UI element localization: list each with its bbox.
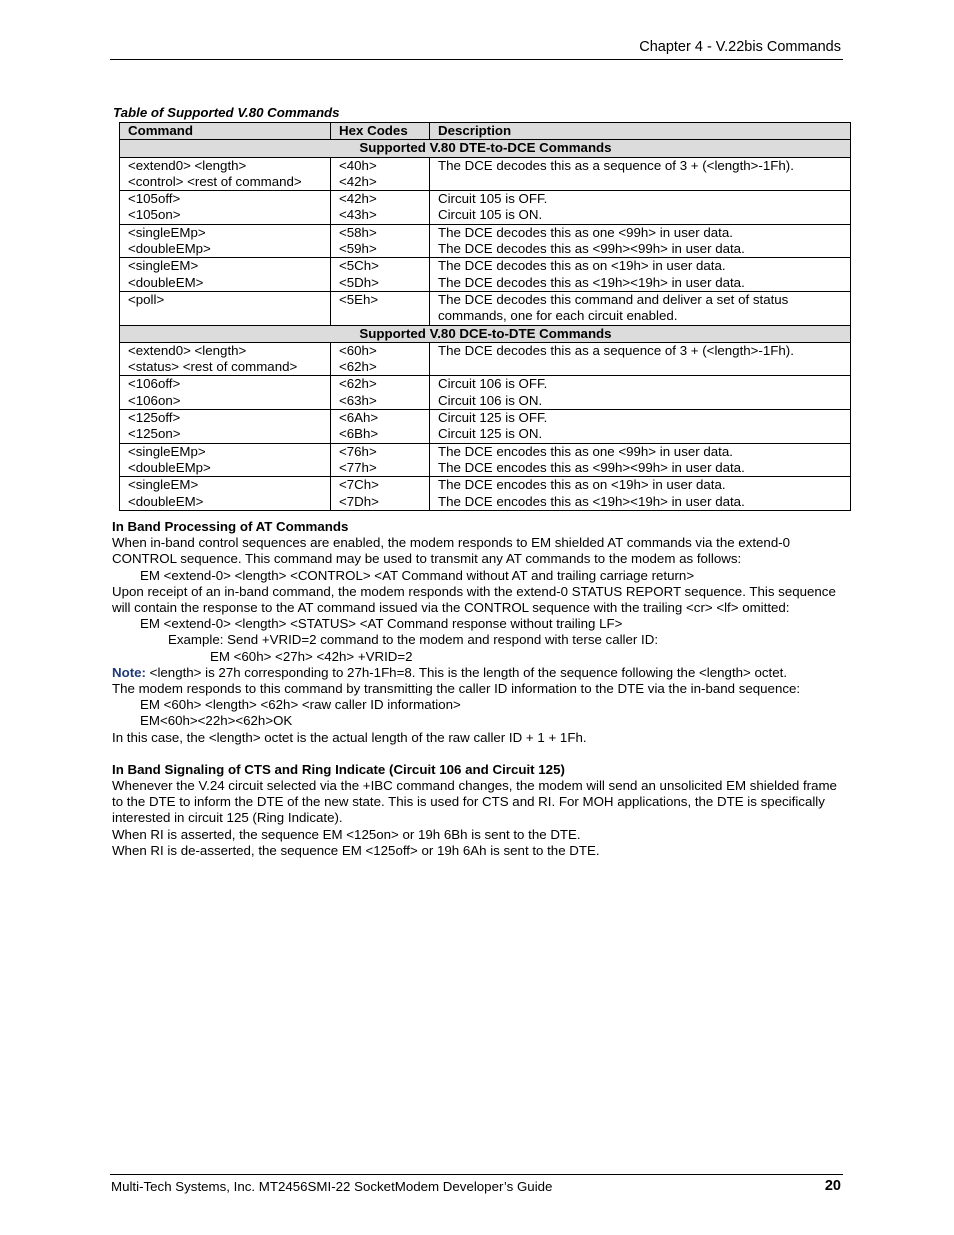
table-row [120,224,851,258]
hex-code-cell [331,410,430,444]
cell-line: <40h> [339,157,377,173]
cell-line: <doubleEM> [128,493,204,509]
cell-line: <singleEM> [128,258,199,274]
column-header-command: Command [120,123,331,140]
cell-line: Circuit 105 is OFF. [438,191,548,207]
paragraph: In this case, the <length> octet is the actual length of the raw caller ID + 1 + 1Fh. [112,729,587,745]
table-row [120,376,851,410]
cell-line: <106on> [128,392,181,408]
table-row [120,410,851,444]
paragraph: The modem responds to this command by transmitting the caller ID information to the DTE via the in-band sequence: [112,681,801,697]
cell-line: The DCE encodes this as <19h><19h> in user data. [438,493,745,509]
cell-line: <status> <rest of command> [128,359,298,375]
cell-line: Circuit 106 is OFF. [438,376,548,392]
section-heading-inband-signaling: In Band Signaling of CTS and Ring Indicate (Circuit 106 and Circuit 125) [112,761,565,777]
section-title: Supported V.80 DTE-to-DCE Commands [120,140,851,157]
paragraph: Whenever the V.24 circuit selected via the +IBC command changes, the modem will send an unsolicited EM shielded frame to the DTE to inform the DTE of the new state. This is used for CTS and RI. For MOH applications, the DTE is specifically interested in circuit 125 (Ring Indicate). [112,778,837,826]
spacer [112,746,847,762]
cell-line: The DCE encodes this as <99h><99h> in user data. [438,459,745,475]
cell-line: <106off> [128,376,181,392]
cell-line: <control> <rest of command> [128,173,302,189]
description-cell [430,258,851,292]
paragraph: When in-band control sequences are enabled, the modem responds to EM shielded AT commands via the extend-0 CONTROL sequence. This command may be used to transmit any AT commands to the modem as follows: [112,535,791,567]
cell-line: <58h> [339,224,377,240]
cell-line: The DCE decodes this as a sequence of 3 + (<length>-1Fh). [438,342,794,358]
command-cell [120,258,331,292]
hex-code-cell [331,376,430,410]
cell-line: <77h> [339,459,377,475]
cell-line: <62h> [339,359,377,375]
paragraph: Upon receipt of an in-band command, the modem responds with the extend-0 STATUS REPORT sequence. This sequence will contain the response to the AT command issued via the CONTROL sequence with the trailing <cr> <lf> omitted: [112,583,836,616]
cell-line: The DCE decodes this as <99h><99h> in user data. [438,241,745,257]
v80-commands-table [119,122,851,511]
command-cell [120,157,331,191]
description-cell [430,291,851,325]
command-cell [120,224,331,258]
hex-code-cell [331,191,430,225]
hex-code-cell [331,443,430,477]
cell-line: <5Ch> [339,258,379,274]
body-text [112,519,847,859]
paragraph: When RI is asserted, the sequence EM <125on> or 19h 6Bh is sent to the DTE. [112,826,581,842]
chapter-title: Chapter 4 - V.22bis Commands [639,39,841,55]
cell-line: The DCE encodes this as one <99h> in user data. [438,443,733,459]
table-row [120,477,851,511]
hex-code-cell [331,291,430,325]
cell-line: The DCE decodes this as <19h><19h> in user data. [438,274,745,290]
hex-code-cell [331,342,430,376]
table-header-row [120,123,851,140]
table-row [120,291,851,325]
cell-line: commands, one for each circuit enabled. [438,308,678,324]
page-number: 20 [824,1178,841,1194]
description-cell [430,477,851,511]
description-cell [430,224,851,258]
command-cell [120,291,331,325]
cell-line: <6Bh> [339,426,379,442]
command-cell [120,443,331,477]
cell-line: <125on> [128,426,181,442]
cell-line: <doubleEM> [128,274,204,290]
cell-line: <singleEMp> [128,224,206,240]
table-caption: Table of Supported V.80 Commands [113,105,340,120]
table-row [120,443,851,477]
cell-line: <extend0> <length> [128,157,247,173]
cell-line: <7Dh> [339,493,379,509]
cell-line: <5Eh> [339,291,379,307]
cell-line: <60h> [339,342,377,358]
paragraph: When RI is de-asserted, the sequence EM <125off> or 19h 6Ah is sent to the DTE. [112,842,600,858]
footer-text: Multi-Tech Systems, Inc. MT2456SMI-22 SocketModem Developer’s Guide [111,1179,553,1194]
cell-line: <62h> [339,376,377,392]
table-row [120,157,851,191]
cell-line: <doubleEMp> [128,241,211,257]
cell-line: Circuit 125 is ON. [438,426,543,442]
table-row [120,191,851,225]
command-cell [120,477,331,511]
note-label: Note: [112,664,146,680]
hex-code-cell [331,477,430,511]
cell-line: <43h> [339,207,377,223]
cell-line: <63h> [339,392,377,408]
table-row [120,342,851,376]
command-cell [120,376,331,410]
cell-line: Circuit 106 is ON. [438,392,543,408]
cell-line: <6Ah> [339,410,379,426]
table-body [120,140,851,511]
cell-line: The DCE decodes this command and deliver a set of status [438,291,789,307]
hex-code-cell [331,258,430,292]
cell-line: <76h> [339,443,377,459]
code-example: EM <60h> <length> <62h> <raw caller ID information> [140,697,461,713]
note-text: <length> is 27h corresponding to 27h-1Fh=8. This is the length of the sequence following the <length> octet. [145,664,788,680]
cell-line: <poll> [128,291,165,307]
cell-line: The DCE encodes this as on <19h> in user data. [438,477,726,493]
description-cell [430,157,851,191]
code-example: EM<60h><22h><62h>OK [140,713,293,729]
description-cell [430,443,851,477]
cell-line: <105on> [128,207,181,223]
cell-line: Circuit 105 is ON. [438,207,543,223]
cell-line: <7Ch> [339,477,379,493]
hex-code-cell [331,224,430,258]
command-cell [120,410,331,444]
cell-line: Circuit 125 is OFF. [438,410,548,426]
code-example: EM <extend-0> <length> <CONTROL> <AT Command without AT and trailing carriage return> [140,567,695,583]
code-example: EM <60h> <27h> <42h> +VRID=2 [210,648,413,664]
cell-line: <5Dh> [339,274,379,290]
cell-line: <extend0> <length> [128,342,247,358]
cell-line: <42h> [339,191,377,207]
description-cell [430,376,851,410]
cell-line: <59h> [339,241,377,257]
code-example: EM <extend-0> <length> <STATUS> <AT Command response without trailing LF> [140,616,623,632]
section-heading-inband-processing: In Band Processing of AT Commands [112,519,349,534]
command-cell [120,191,331,225]
hex-code-cell [331,157,430,191]
column-header-hex-codes: Hex Codes [331,123,430,140]
cell-line: The DCE decodes this as one <99h> in user data. [438,224,733,240]
example-line: Example: Send +VRID=2 command to the modem and respond with terse caller ID: [168,632,659,648]
page-header [110,38,843,60]
cell-line: <125off> [128,410,181,426]
description-cell [430,410,851,444]
section-header-row [120,325,851,342]
cell-line: The DCE decodes this as a sequence of 3 + (<length>-1Fh). [438,157,794,173]
page-footer [110,1174,843,1194]
cell-line: <singleEM> [128,477,199,493]
description-cell [430,342,851,376]
section-header-row [120,140,851,157]
description-cell [430,191,851,225]
cell-line: <105off> [128,191,181,207]
cell-line: <singleEMp> [128,443,206,459]
cell-line: The DCE decodes this as on <19h> in user data. [438,258,726,274]
table-row [120,258,851,292]
section-title: Supported V.80 DCE-to-DTE Commands [120,325,851,342]
cell-line: <42h> [339,173,377,189]
note-paragraph [112,665,847,681]
cell-line: <doubleEMp> [128,459,211,475]
column-header-description: Description [430,123,851,140]
command-cell [120,342,331,376]
